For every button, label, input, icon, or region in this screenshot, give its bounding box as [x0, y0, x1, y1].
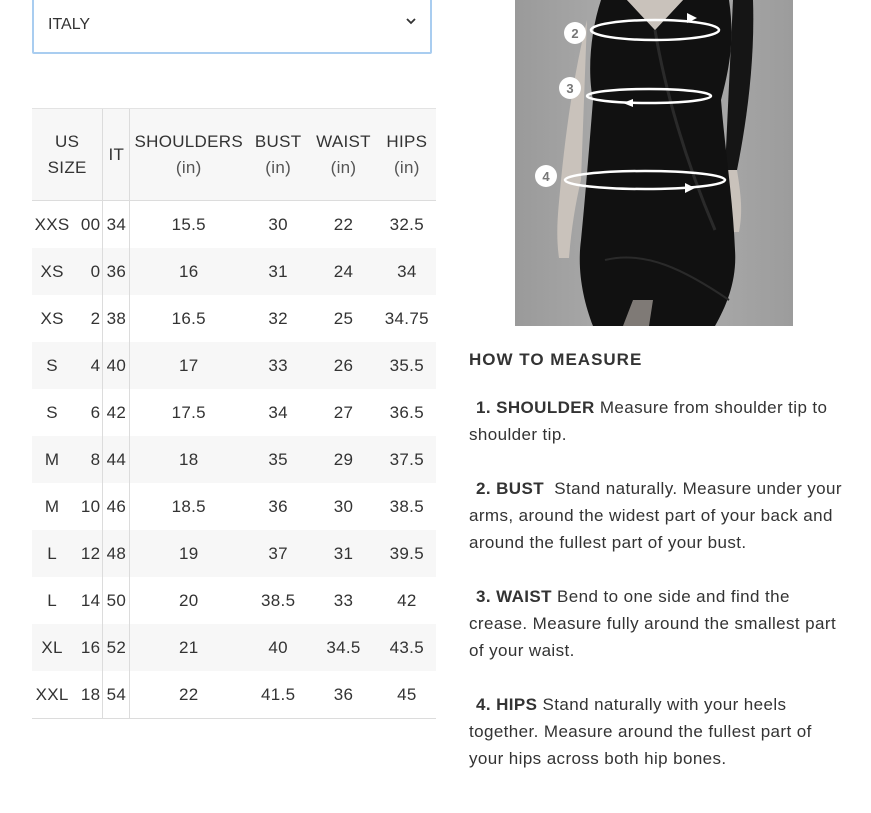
cell-hips: 32.5 [389, 214, 424, 234]
header-hips-unit: (in) [393, 157, 420, 177]
cell-us: 16 [80, 637, 101, 657]
guide-text-waist: Bend to one side and find the crease. Measure fully around the smallest part of your waist. [469, 587, 837, 660]
guide-term-hips: 4. HIPS [476, 695, 538, 714]
cell-hips: 34.75 [384, 308, 429, 328]
cell-bust: 40 [268, 637, 288, 657]
measurement-photo [515, 0, 793, 326]
size-table-header [32, 109, 436, 201]
header-us-size [32, 109, 103, 201]
cell-waist: 22 [333, 214, 354, 234]
country-select[interactable] [32, 0, 432, 54]
chevron-down-icon [404, 14, 418, 28]
cell-size: XS [40, 308, 64, 328]
cell-waist: 24 [333, 261, 354, 281]
cell-size: XXS [34, 214, 70, 234]
cell-size: S [46, 355, 58, 375]
guide-item-bust [469, 475, 849, 556]
cell-us: 14 [80, 590, 101, 610]
header-shoulders [130, 109, 247, 201]
cell-waist: 26 [333, 355, 354, 375]
header-waist-unit: (in) [330, 157, 357, 177]
cell-us: 10 [80, 496, 101, 516]
guide-term-shoulder: 1. SHOULDER [476, 398, 595, 417]
header-shoulders-unit: (in) [175, 157, 202, 177]
cell-it: 36 [103, 248, 130, 295]
size-chart [32, 108, 436, 719]
cell-hips: 35.5 [389, 355, 424, 375]
cell-shoulders: 17.5 [130, 389, 247, 436]
cell-us: 2 [90, 308, 101, 328]
header-bust-unit: (in) [265, 157, 292, 177]
cell-it: 46 [103, 483, 130, 530]
cell-shoulders: 17 [130, 342, 247, 389]
guide-text-bust: Stand naturally. Measure under your arms, around the widest part of your back and around the fullest part of your bust. [469, 479, 848, 552]
cell-waist: 25 [333, 308, 354, 328]
cell-size: S [46, 402, 58, 422]
cell-it: 54 [103, 671, 130, 719]
how-to-measure [469, 350, 849, 799]
cell-size: XS [40, 261, 64, 281]
cell-hips: 39.5 [389, 543, 424, 563]
header-waist-label: WAIST [316, 131, 371, 151]
table-row [32, 201, 436, 249]
cell-waist: 31 [333, 543, 354, 563]
marker-4 [535, 165, 557, 187]
cell-it: 42 [103, 389, 130, 436]
cell-it: 48 [103, 530, 130, 577]
header-waist [309, 109, 377, 201]
cell-size: M [44, 449, 60, 469]
table-row [32, 530, 436, 577]
cell-bust: 38.5 [261, 590, 296, 610]
cell-it: 34 [103, 201, 130, 249]
marker-2-label: 2 [571, 26, 579, 41]
cell-waist: 30 [333, 496, 354, 516]
cell-shoulders: 22 [130, 671, 247, 719]
cell-hips: 37.5 [389, 449, 424, 469]
cell-bust: 41.5 [247, 671, 309, 719]
table-row [32, 577, 436, 624]
cell-shoulders: 20 [130, 577, 247, 624]
cell-hips: 43.5 [389, 637, 424, 657]
guide-term-waist: 3. WAIST [476, 587, 552, 606]
table-row [32, 389, 436, 436]
table-row [32, 436, 436, 483]
guide-term-bust: 2. BUST [476, 479, 544, 498]
cell-hips: 36.5 [389, 402, 424, 422]
cell-shoulders: 16 [130, 248, 247, 295]
cell-size: XXL [32, 671, 72, 719]
size-table-body [32, 201, 436, 719]
header-bust [247, 109, 309, 201]
cell-hips: 45 [378, 671, 436, 719]
cell-bust: 32 [268, 308, 288, 328]
marker-3-label: 3 [566, 81, 574, 96]
cell-us: 6 [90, 402, 101, 422]
cell-waist: 33 [333, 590, 354, 610]
header-us-line2: SIZE [47, 157, 87, 177]
cell-shoulders: 18 [130, 436, 247, 483]
cell-waist: 29 [333, 449, 354, 469]
header-shoulders-label: SHOULDERS [134, 131, 243, 151]
table-row [32, 624, 436, 671]
table-row [32, 671, 436, 719]
cell-us: 8 [90, 449, 101, 469]
cell-size: L [47, 543, 57, 563]
header-it: IT [103, 109, 130, 201]
header-hips [378, 109, 436, 201]
cell-size: XL [41, 637, 63, 657]
cell-us: 0 [90, 261, 101, 281]
cell-waist: 27 [333, 402, 354, 422]
marker-2 [564, 22, 586, 44]
guide-item-shoulder [469, 394, 849, 448]
cell-bust: 30 [268, 214, 288, 234]
cell-shoulders: 16.5 [130, 295, 247, 342]
cell-bust: 37 [268, 543, 288, 563]
cell-shoulders: 18.5 [130, 483, 247, 530]
cell-hips: 34 [397, 261, 417, 281]
guide-item-waist [469, 583, 849, 664]
marker-4-label: 4 [542, 169, 550, 184]
cell-waist: 34.5 [326, 637, 361, 657]
table-row [32, 248, 436, 295]
cell-us: 12 [80, 543, 101, 563]
header-us-line1: US [55, 131, 80, 151]
cell-bust: 36 [268, 496, 288, 516]
table-row [32, 342, 436, 389]
cell-bust: 31 [268, 261, 288, 281]
header-bust-label: BUST [254, 131, 302, 151]
cell-it: 52 [103, 624, 130, 671]
cell-bust: 35 [268, 449, 288, 469]
cell-it: 44 [103, 436, 130, 483]
cell-bust: 34 [268, 402, 288, 422]
cell-waist: 36 [309, 671, 377, 719]
cell-size: M [44, 496, 60, 516]
country-select-value: ITALY [48, 16, 91, 33]
cell-shoulders: 21 [130, 624, 247, 671]
cell-hips: 38.5 [389, 496, 424, 516]
cell-it: 50 [103, 577, 130, 624]
cell-us: 4 [90, 355, 101, 375]
guide-text-hips: Stand naturally with your heels together. Measure around the fullest part of your hips across both hip bones. [469, 695, 812, 768]
cell-it: 40 [103, 342, 130, 389]
cell-us: 18 [72, 671, 103, 719]
cell-us: 00 [80, 214, 101, 234]
guide-text-shoulder: Measure from shoulder tip to shoulder tip. [469, 398, 828, 444]
cell-shoulders: 19 [130, 530, 247, 577]
cell-bust: 33 [268, 355, 288, 375]
cell-hips: 42 [397, 590, 417, 610]
marker-3 [559, 77, 581, 99]
header-hips-label: HIPS [386, 131, 428, 151]
cell-shoulders: 15.5 [130, 201, 247, 249]
dress-figure-illustration [515, 0, 793, 326]
guide-title: HOW TO MEASURE [469, 350, 643, 369]
table-row [32, 483, 436, 530]
cell-size: L [47, 590, 57, 610]
size-table [32, 108, 436, 719]
guide-item-hips [469, 691, 849, 772]
table-row [32, 295, 436, 342]
cell-it: 38 [103, 295, 130, 342]
